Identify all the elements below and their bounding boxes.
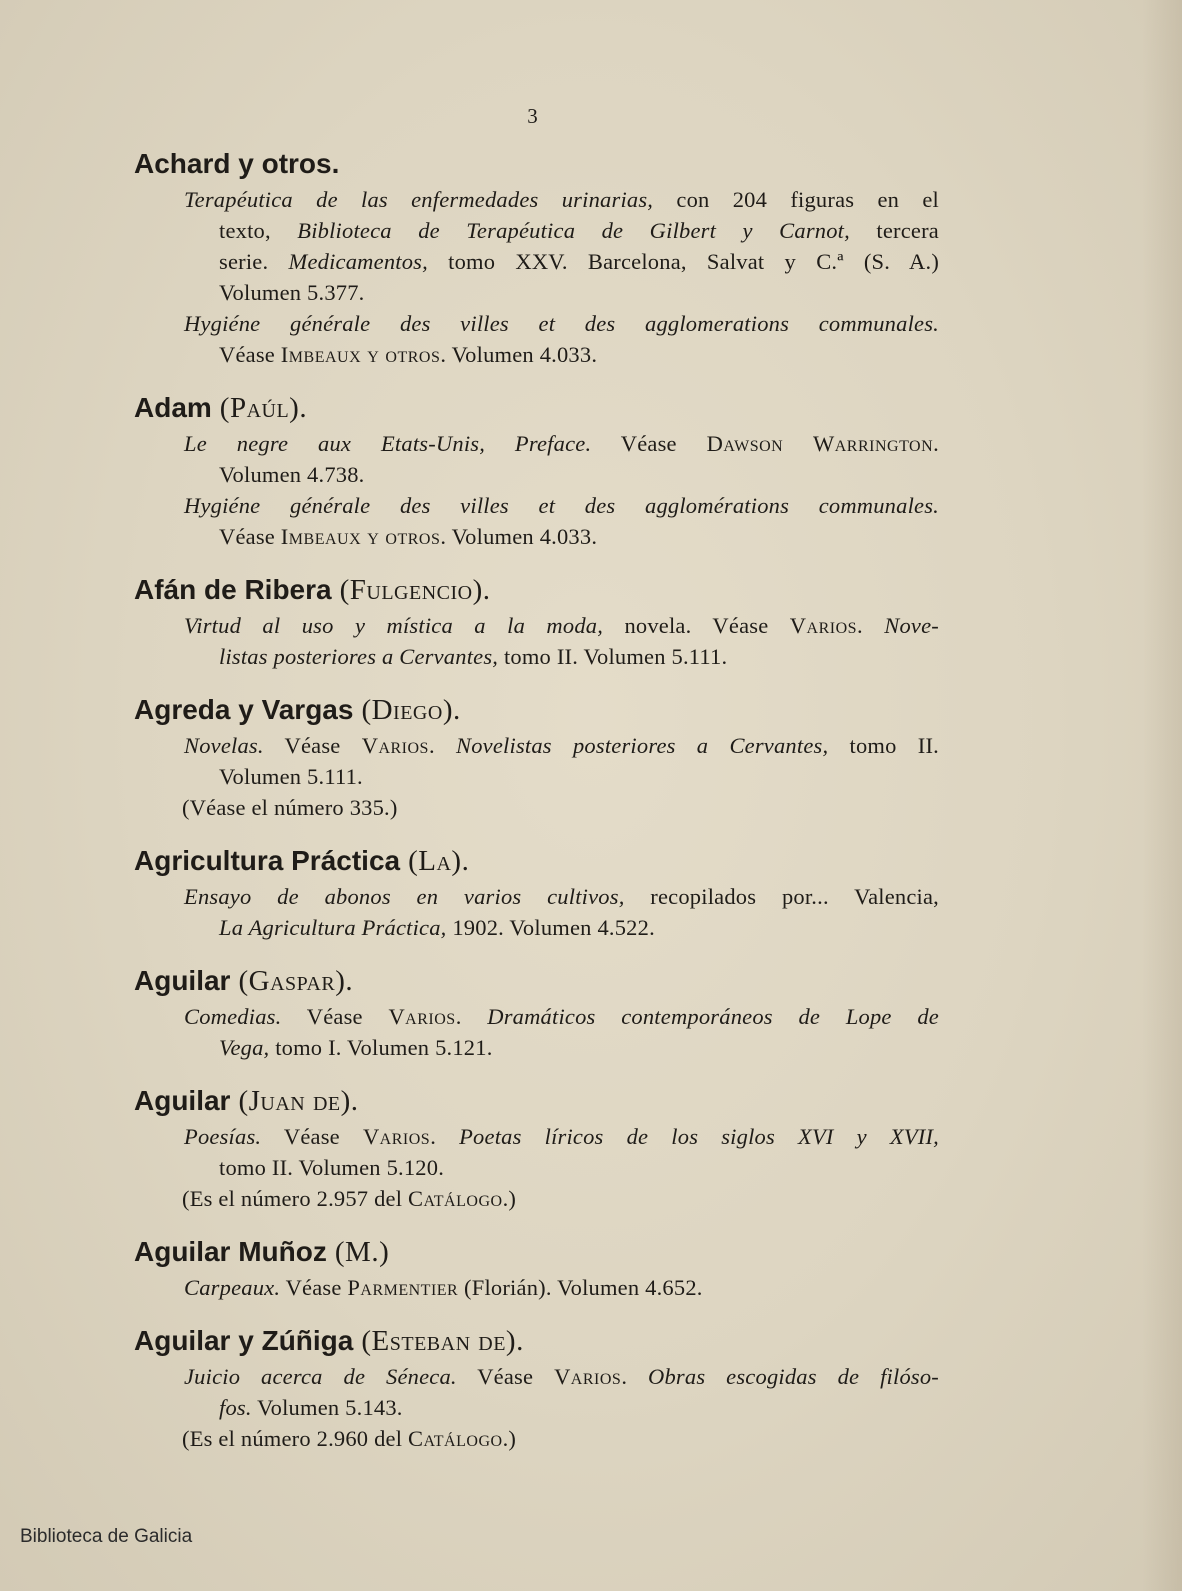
entry-text: tomo I. Volumen 5.121.: [269, 1035, 493, 1060]
entry-line: [134, 881, 939, 912]
author-name: Agreda y Vargas: [134, 694, 354, 725]
work-title: Novelas.: [184, 733, 264, 758]
author-name: Aguilar: [134, 965, 231, 996]
entry-text: . Volumen 4.033.: [440, 342, 598, 367]
entry-adam: [134, 390, 939, 552]
entry-text: .: [933, 431, 939, 456]
cross-reference: Parmentier: [347, 1275, 459, 1300]
entry-text: tomo II.: [828, 733, 939, 758]
entry-line: [134, 277, 939, 308]
entry-heading: [134, 146, 939, 182]
entry-line: [134, 490, 939, 521]
entry-line: [134, 1361, 939, 1392]
work-title: Poetas líricos de los siglos XVI y XVII,: [459, 1124, 939, 1149]
entry-line: [134, 308, 939, 339]
cross-reference: Catálogo: [408, 1426, 503, 1451]
entry-line: [134, 184, 939, 215]
entry-heading: [134, 843, 939, 879]
work-title: Nove-: [884, 613, 939, 638]
entry-text: Volumen 4.738.: [219, 462, 365, 487]
work-title: Terapéutica de las enfermedades urinarias,: [184, 187, 654, 212]
page-edge-shadow: [1142, 0, 1182, 1591]
entry-line: [134, 730, 939, 761]
author-forename: (M.): [334, 1236, 390, 1268]
work-title: fos.: [219, 1395, 252, 1420]
entry-text: (Florián). Volumen 4.652.: [458, 1275, 703, 1300]
entry-aguilar-juan: [134, 1083, 939, 1214]
work-title: La Agricultura Práctica,: [219, 915, 447, 940]
entry-aguilar-y-zuniga: [134, 1323, 939, 1454]
author-forename: (Esteban de).: [361, 1325, 524, 1357]
author-forename: (La).: [408, 845, 470, 877]
work-title: Ensayo de abonos en varios cultivos,: [184, 884, 625, 909]
work-title: Dramáticos contemporáneos de Lope de: [487, 1004, 939, 1029]
author-name: Adam: [134, 392, 212, 423]
entry-heading: [134, 963, 939, 999]
entry-text: tercera: [849, 218, 939, 243]
entry-heading: [134, 1083, 939, 1119]
entry-heading: [134, 1323, 939, 1359]
cross-reference: Imbeaux y otros: [280, 524, 441, 549]
entry-line: [134, 459, 939, 490]
entry-text: .: [857, 613, 885, 638]
entry-line: [134, 610, 939, 641]
entry-text: serie.: [219, 249, 289, 274]
work-title: Obras escogidas de filóso-: [648, 1364, 939, 1389]
work-title: Virtud al uso y mística a la moda,: [184, 613, 604, 638]
entry-text: 1902. Volumen 4.522.: [446, 915, 655, 940]
entry-aguilar-munoz: [134, 1234, 939, 1303]
entry-line: [134, 641, 939, 672]
entry-line: [134, 1121, 939, 1152]
work-title: Poesías.: [184, 1124, 262, 1149]
author-name: Aguilar Muñoz: [134, 1236, 327, 1267]
entry-text: Véase: [263, 733, 362, 758]
entry-text: Véase: [261, 1124, 363, 1149]
author-forename: (Juan de).: [238, 1085, 359, 1117]
entry-text: .): [502, 1186, 517, 1211]
entry-line: [134, 246, 939, 277]
entry-line: [134, 1032, 939, 1063]
entry-text: novela. Véase: [603, 613, 790, 638]
cross-reference: Varios: [361, 733, 429, 758]
entry-line: [134, 1001, 939, 1032]
entry-agricultura-practica: [134, 843, 939, 943]
entry-line: [134, 521, 939, 552]
entry-text: con 204 figuras en el: [653, 187, 939, 212]
entry-text: recopilados por... Valencia,: [624, 884, 939, 909]
work-title: Medicamentos,: [288, 249, 428, 274]
entry-text: (Es el número 2.957 del: [182, 1186, 408, 1211]
entry-text: Véase: [280, 1275, 348, 1300]
page-number: 3: [527, 104, 539, 128]
entry-text: .): [502, 1426, 517, 1451]
entry-line: [134, 1392, 939, 1423]
entry-heading: [134, 572, 939, 608]
entry-text: (Es el número 2.960 del: [182, 1426, 408, 1451]
entry-text: .: [621, 1364, 649, 1389]
entry-heading: [134, 390, 939, 426]
entry-heading: [134, 692, 939, 728]
library-watermark: Biblioteca de Galicia: [20, 1526, 193, 1547]
cross-reference: Dawson Warrington: [706, 431, 934, 456]
work-title: Hygiéne générale des villes et des agglomerations communales.: [184, 311, 939, 336]
entry-text: Véase: [456, 1364, 555, 1389]
entry-line: [134, 339, 939, 370]
entry-text: Véase: [219, 524, 281, 549]
entry-afan-de-ribera: [134, 572, 939, 672]
entry-line: [134, 912, 939, 943]
author-forename: (Fulgencio).: [339, 574, 491, 606]
entry-text: .: [455, 1004, 488, 1029]
work-title: Biblioteca de Terapéutica de Gilbert y Carnot,: [297, 218, 850, 243]
entry-text: Véase: [281, 1004, 389, 1029]
entry-note: [134, 1183, 939, 1214]
entry-text: Volumen 5.377.: [219, 280, 365, 305]
entry-text: Volumen 5.111.: [219, 764, 363, 789]
work-title: Le negre aux Etats-Unis, Preface.: [184, 431, 592, 456]
entry-text: .: [430, 1124, 460, 1149]
entry-achard: [134, 146, 939, 370]
author-name: Afán de Ribera: [134, 574, 332, 605]
author-name: Aguilar y Zúñiga: [134, 1325, 354, 1356]
author-name: Agricultura Práctica: [134, 845, 401, 876]
entry-text: . Volumen 4.033.: [440, 524, 598, 549]
entry-line: [134, 215, 939, 246]
cross-reference: Varios: [554, 1364, 622, 1389]
entry-text: Volumen 5.143.: [251, 1395, 403, 1420]
work-title: Novelistas posteriores a Cervantes,: [456, 733, 829, 758]
work-title: Hygiéne générale des villes et des agglomérations communales.: [184, 493, 939, 518]
author-forename: (Gaspar).: [238, 965, 354, 997]
entry-note: [134, 1423, 939, 1454]
cross-reference: Varios: [789, 613, 858, 638]
entry-text: texto,: [219, 218, 298, 243]
entry-text: Véase: [591, 431, 707, 456]
entry-line: [134, 1272, 939, 1303]
author-forename: (Diego).: [361, 694, 461, 726]
entry-line: [134, 761, 939, 792]
work-title: Carpeaux.: [184, 1275, 281, 1300]
work-title: Vega,: [219, 1035, 270, 1060]
work-title: Comedias.: [184, 1004, 282, 1029]
catalog-entries: [134, 146, 939, 1474]
cross-reference: Imbeaux y otros: [280, 342, 441, 367]
entry-agreda-y-vargas: [134, 692, 939, 823]
entry-line: [134, 428, 939, 459]
author-name: Achard y otros.: [134, 148, 340, 179]
entry-text: .: [428, 733, 457, 758]
author-name: Aguilar: [134, 1085, 231, 1116]
work-title: listas posteriores a Cervantes,: [219, 644, 499, 669]
entry-text: tomo II. Volumen 5.120.: [219, 1155, 445, 1180]
cross-reference: Varios: [388, 1004, 456, 1029]
author-forename: (Paúl).: [219, 392, 308, 424]
entry-line: [134, 1152, 939, 1183]
entry-text: tomo XXV. Barcelona, Salvat y C.ª (S. A.): [427, 249, 940, 274]
entry-heading: [134, 1234, 939, 1270]
work-title: Juicio acerca de Séneca.: [184, 1364, 457, 1389]
entry-text: tomo II. Volumen 5.111.: [498, 644, 728, 669]
cross-reference: Varios: [362, 1124, 431, 1149]
entry-aguilar-gaspar: [134, 963, 939, 1063]
cross-reference: Catálogo: [408, 1186, 503, 1211]
entry-note: (Véase el número 335.): [182, 795, 398, 820]
entry-text: Véase: [219, 342, 281, 367]
